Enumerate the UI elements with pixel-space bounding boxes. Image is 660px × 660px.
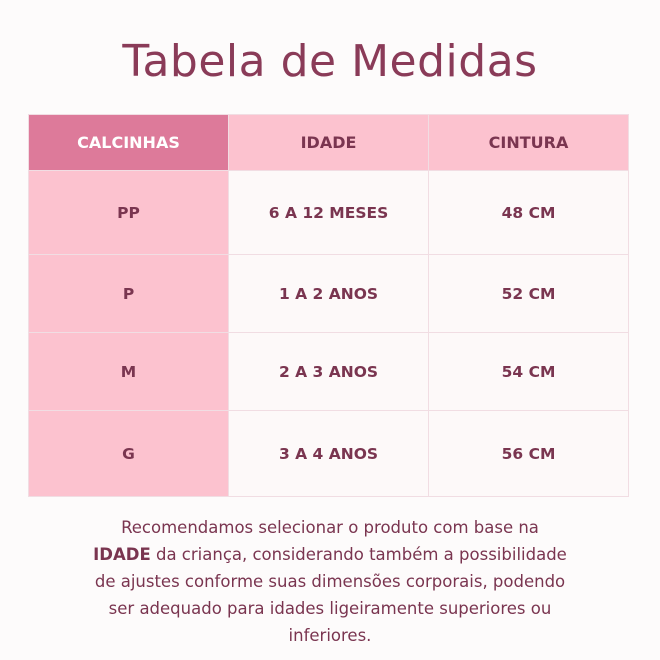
note-emphasis: IDADE: [93, 545, 151, 564]
note-line: Recomendamos selecionar o produto com base na: [121, 518, 539, 537]
size-cell: G: [29, 411, 229, 497]
header-calcinhas: CALCINHAS: [29, 115, 229, 171]
note-line: ser adequado para idades ligeiramente superiores ou: [108, 599, 552, 618]
table-row: [29, 333, 629, 411]
size-table: [28, 114, 629, 497]
age-cell: 6 A 12 MESES: [229, 171, 429, 255]
age-cell: 3 A 4 ANOS: [229, 411, 429, 497]
header-cintura: CINTURA: [429, 115, 629, 171]
waist-cell: 52 CM: [429, 255, 629, 333]
size-cell: M: [29, 333, 229, 411]
page-title: Tabela de Medidas: [122, 36, 538, 87]
recommendation-note: [40, 514, 620, 649]
size-cell: PP: [29, 171, 229, 255]
age-cell: 2 A 3 ANOS: [229, 333, 429, 411]
note-line-rest: da criança, considerando também a possibilidade: [150, 545, 567, 564]
note-line: de ajustes conforme suas dimensões corporais, podendo: [94, 572, 566, 591]
waist-cell: 48 CM: [429, 171, 629, 255]
table-row: [29, 171, 629, 255]
age-cell: 1 A 2 ANOS: [229, 255, 429, 333]
size-cell: P: [29, 255, 229, 333]
waist-cell: 54 CM: [429, 333, 629, 411]
table-header-row: [29, 115, 629, 171]
table-row: [29, 411, 629, 497]
table-row: [29, 255, 629, 333]
header-idade: IDADE: [229, 115, 429, 171]
note-line: inferiores.: [288, 626, 372, 645]
waist-cell: 56 CM: [429, 411, 629, 497]
note-line: [40, 541, 620, 568]
